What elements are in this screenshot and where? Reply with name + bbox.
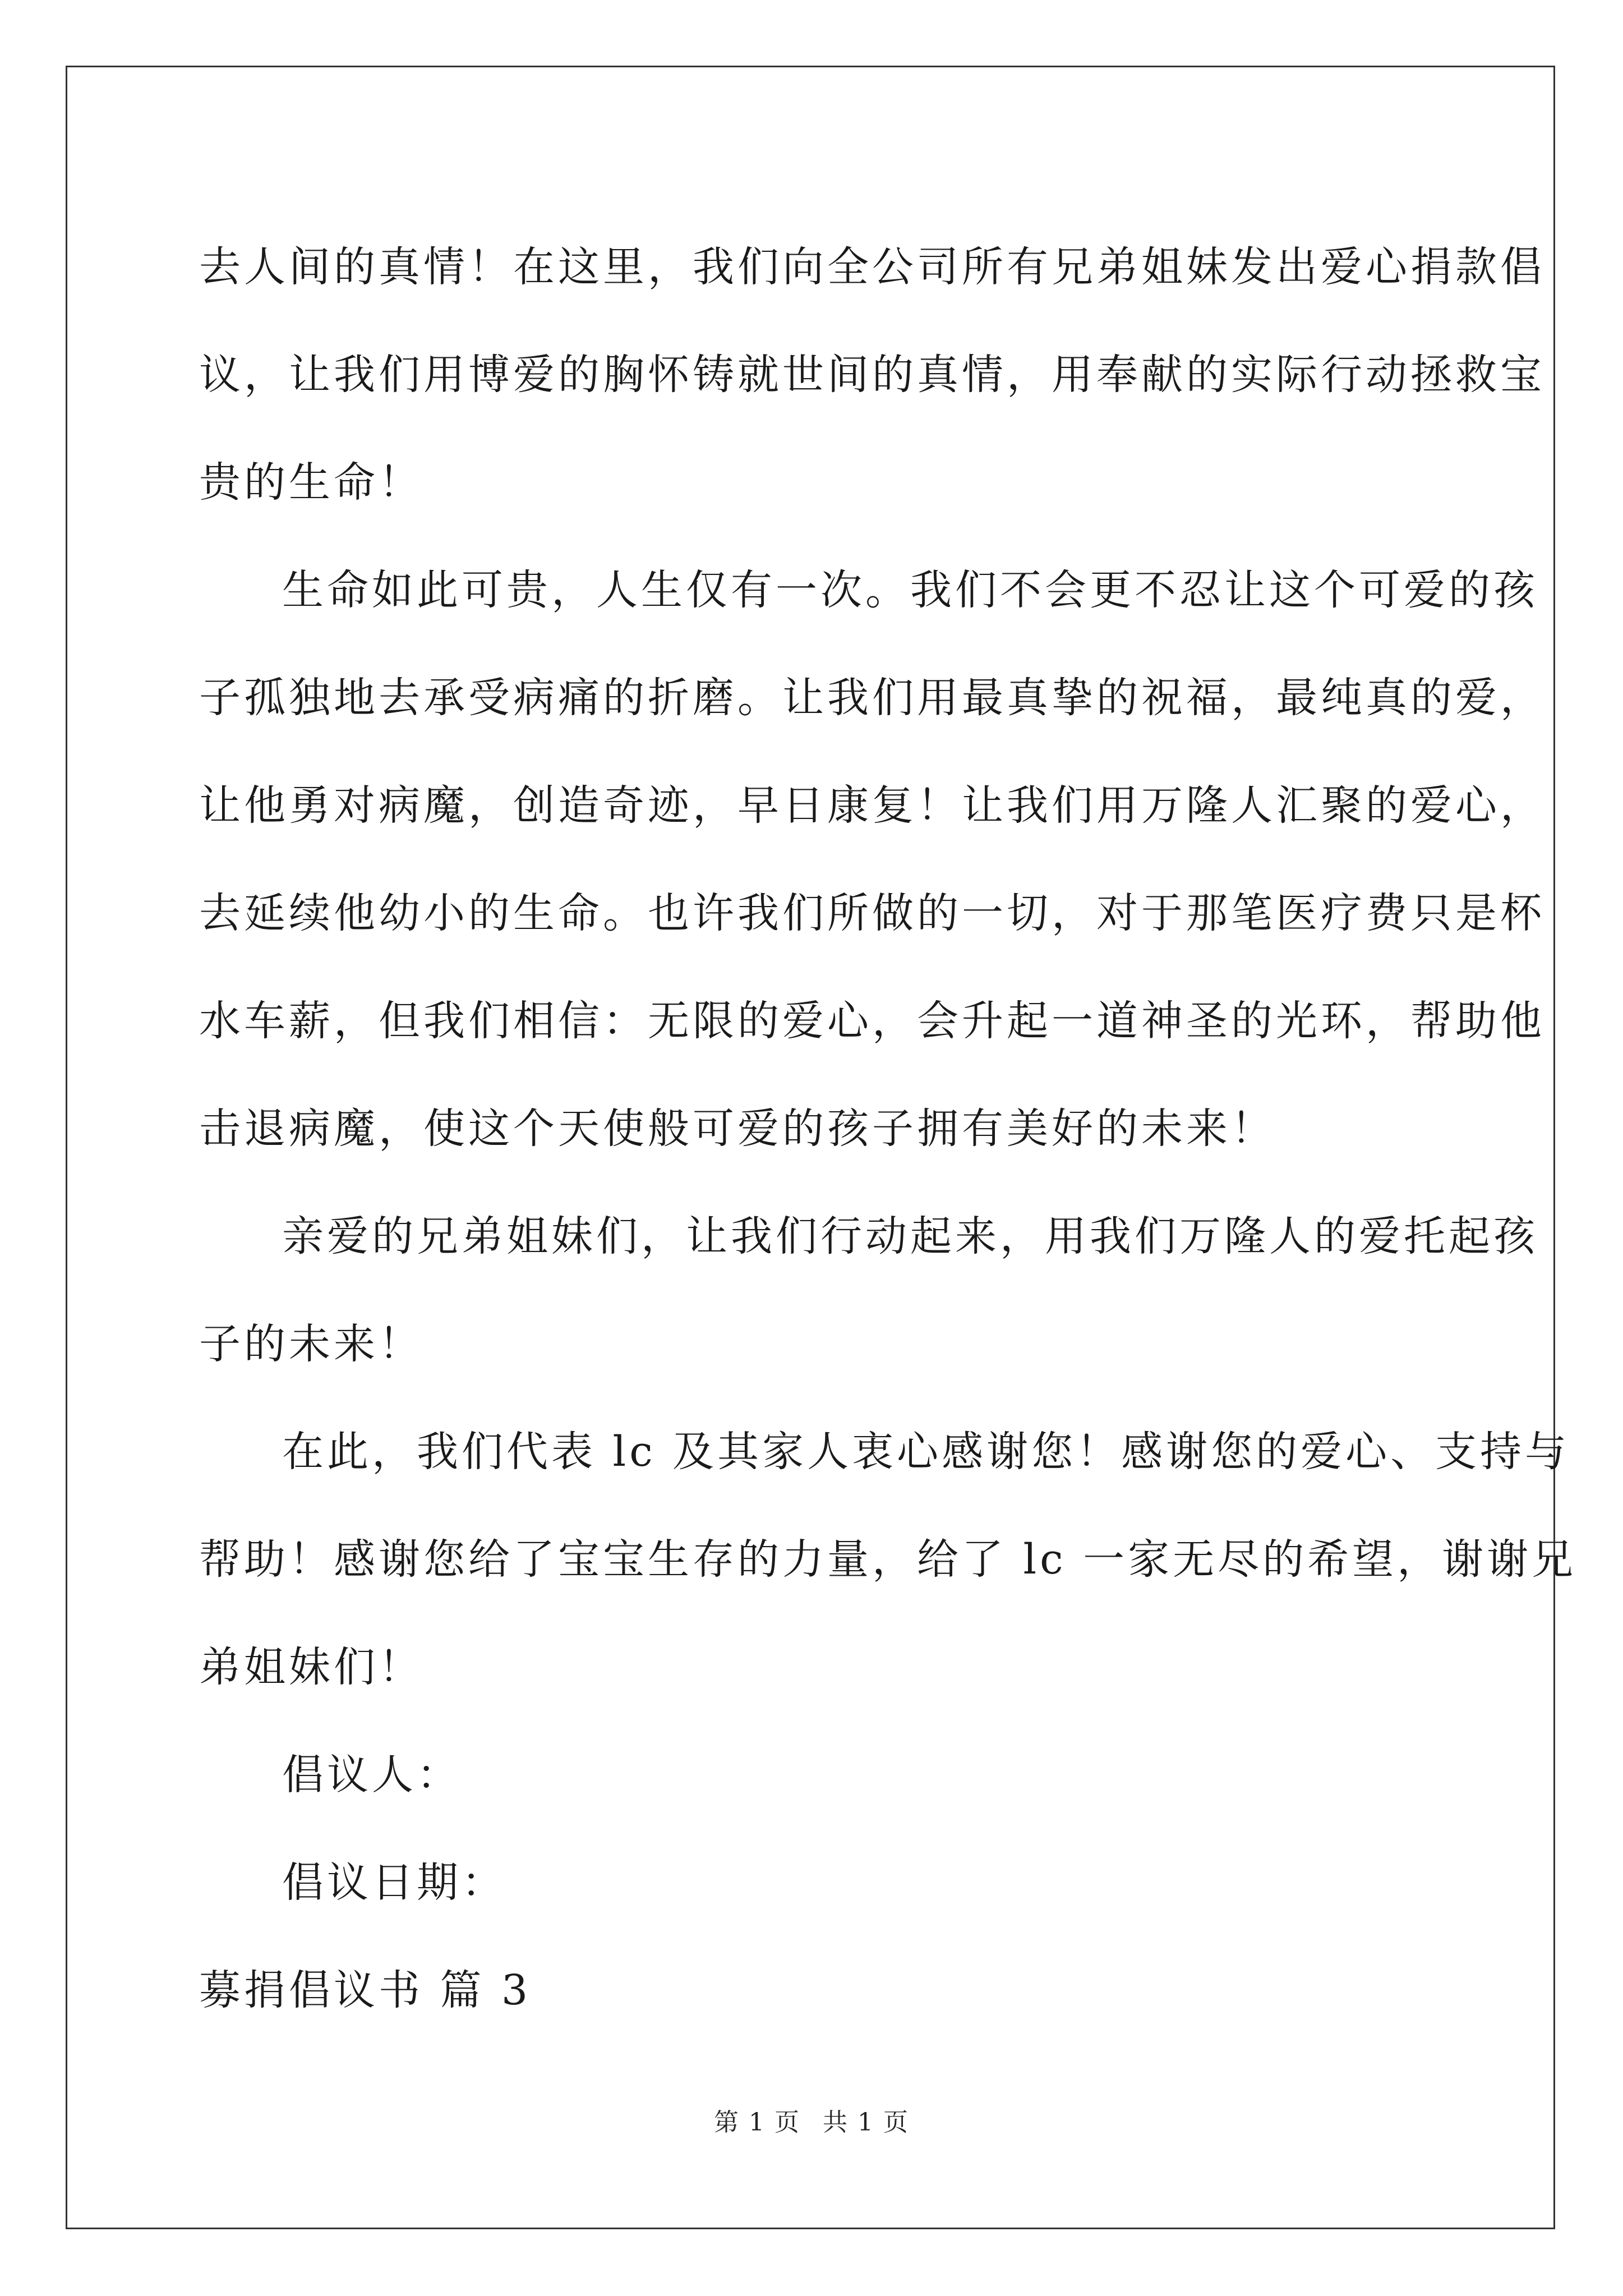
proposer-label: 倡议人： — [282, 1751, 462, 1799]
text-line: 贵的生命！ — [199, 458, 423, 507]
text-line: 去人间的真情！在这里，我们向全公司所有兄弟姐妹发出爱心捐款倡 — [199, 243, 1545, 291]
text-line: 弟姐妹们！ — [199, 1643, 423, 1691]
text-line: 议，让我们用博爱的胸怀铸就世间的真情，用奉献的实际行动拯救宝 — [199, 351, 1545, 399]
page-total: 共 1 页 — [823, 2108, 909, 2137]
page-number: 第 1 页 — [714, 2108, 800, 2137]
proposal-date-label: 倡议日期： — [282, 1858, 506, 1907]
text-line: 水车薪，但我们相信：无限的爱心，会升起一道神圣的光环，帮助他 — [199, 997, 1545, 1045]
text-line: 让他勇对病魔，创造奇迹，早日康复！让我们用万隆人汇聚的爱心， — [199, 781, 1545, 830]
text-line: 子的未来！ — [199, 1320, 423, 1368]
text-line: 在此，我们代表 lc 及其家人衷心感谢您！感谢您的爱心、支持与 — [282, 1428, 1570, 1476]
document-body — [199, 213, 1577, 2044]
text-line: 击退病魔，使这个天使般可爱的孩子拥有美好的未来！ — [199, 1105, 1276, 1153]
text-line: 子孤独地去承受病痛的折磨。让我们用最真挚的祝福，最纯真的爱， — [199, 674, 1545, 722]
section-heading: 募捐倡议书 篇 3 — [199, 1966, 532, 2014]
page-footer — [0, 2102, 1623, 2138]
text-line: 生命如此可贵，人生仅有一次。我们不会更不忍让这个可爱的孩 — [282, 566, 1538, 614]
text-line: 去延续他幼小的生命。也许我们所做的一切，对于那笔医疗费只是杯 — [199, 889, 1545, 937]
text-line: 帮助！感谢您给了宝宝生存的力量，给了 lc 一家无尽的希望，谢谢兄 — [199, 1535, 1577, 1584]
text-line: 亲爱的兄弟姐妹们，让我们行动起来，用我们万隆人的爱托起孩 — [282, 1212, 1538, 1260]
